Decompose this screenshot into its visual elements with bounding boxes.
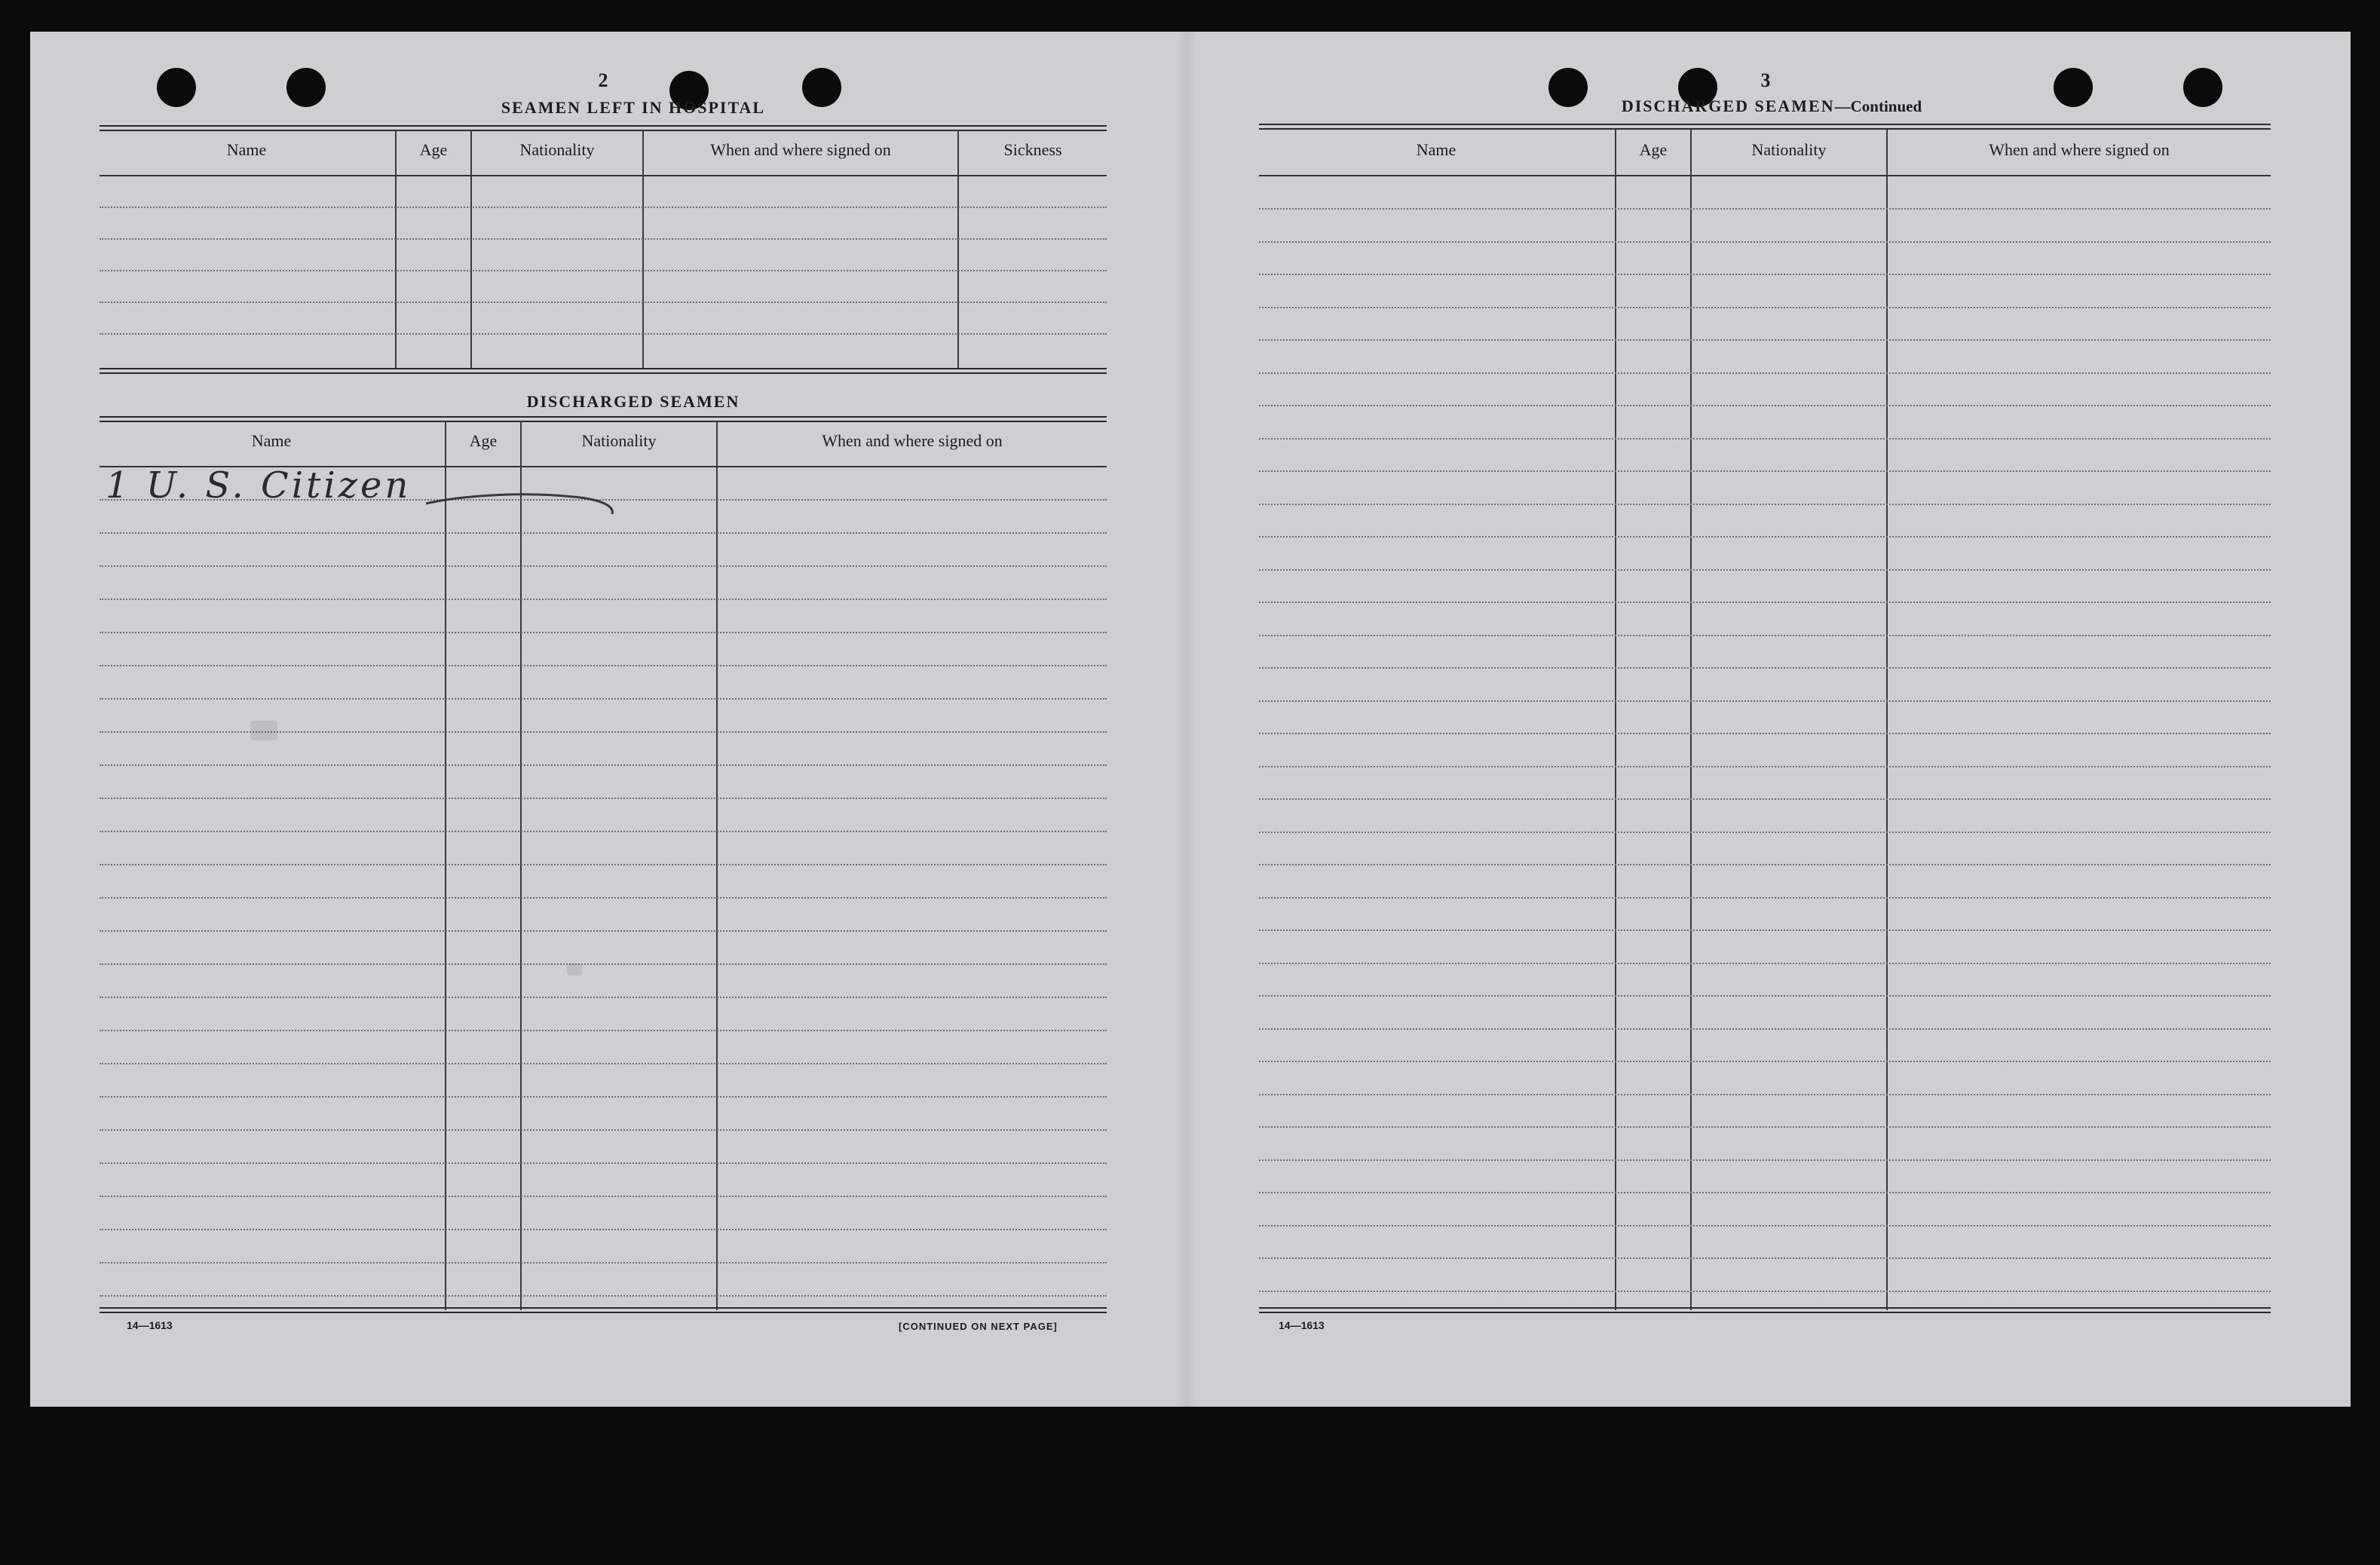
ruled-row-line: [100, 997, 1107, 998]
right-table-bottom-rule: [1259, 1307, 2271, 1313]
ruled-row-line: [100, 1063, 1107, 1064]
left-page-number: 2: [598, 69, 608, 91]
ruled-row-line: [1259, 274, 2271, 275]
right-col-age: Age: [1639, 140, 1668, 159]
ruled-row-line: [100, 270, 1107, 271]
ruled-row-line: [100, 665, 1107, 666]
ruled-row-line: [100, 698, 1107, 700]
ruled-row-line: [1259, 536, 2271, 537]
ruled-row-line: [1259, 438, 2271, 439]
right-page-number: 3: [1760, 69, 1771, 91]
ruled-row-line: [1259, 470, 2271, 472]
discharged-col-signed-on: When and where signed on: [822, 431, 1003, 450]
hospital-header-rule: [100, 175, 1107, 176]
right-form-number: 14—1613: [1279, 1319, 1325, 1331]
hospital-col-nationality: Nationality: [519, 140, 595, 159]
ruled-row-line: [1259, 307, 2271, 308]
ruled-row-line: [1259, 569, 2271, 571]
hospital-col-age: Age: [419, 140, 448, 159]
ruled-row-line: [100, 1262, 1107, 1263]
hospital-col-name: Name: [226, 140, 267, 159]
ruled-row-line: [100, 831, 1107, 832]
ruled-row-line: [100, 333, 1107, 335]
ruled-row-line: [100, 930, 1107, 932]
ruled-row-line: [1259, 1159, 2271, 1161]
continued-note: [CONTINUED ON NEXT PAGE]: [899, 1321, 1058, 1332]
ruled-row-line: [1259, 930, 2271, 931]
ruled-row-line: [100, 764, 1107, 766]
right-section-title-main: DISCHARGED SEAMEN: [1621, 96, 1835, 115]
ruled-row-line: [1259, 372, 2271, 374]
ruled-row-line: [100, 302, 1107, 303]
ruled-row-line: [1259, 405, 2271, 406]
ruled-row-line: [100, 897, 1107, 899]
ruled-row-line: [1259, 733, 2271, 734]
right-col-signed-on: When and where signed on: [1989, 140, 2170, 159]
right-section-title-suffix: —Continued: [1834, 97, 1922, 115]
ruled-row-line: [1259, 241, 2271, 243]
ruled-row-line: [1259, 339, 2271, 341]
ruled-row-line: [1259, 504, 2271, 505]
punch-hole: [2183, 68, 2222, 107]
ruled-row-line: [100, 565, 1107, 567]
punch-hole: [157, 68, 196, 107]
discharged-col-name: Name: [251, 431, 292, 450]
ruled-row-line: [1259, 832, 2271, 833]
ruled-row-line: [1259, 1257, 2271, 1259]
punch-hole: [286, 68, 326, 107]
ruled-row-line: [100, 1096, 1107, 1098]
ruled-row-line: [1259, 1225, 2271, 1227]
hospital-table-top-rule: [100, 125, 1107, 131]
ruled-row-line: [1259, 766, 2271, 767]
ruled-row-line: [100, 963, 1107, 965]
right-col-name: Name: [1416, 140, 1456, 159]
ruled-row-line: [1259, 1094, 2271, 1095]
handwritten-entry: 1 U. S. Citizen: [106, 464, 412, 507]
discharged-col-divider: [716, 421, 718, 1310]
ruled-row-line: [1259, 667, 2271, 669]
ruled-row-line: [1259, 635, 2271, 636]
ruled-row-line: [1259, 1291, 2271, 1292]
right-table-top-rule: [1259, 124, 2271, 130]
discharged-table-bottom-rule: [100, 1307, 1107, 1313]
ruled-row-line: [1259, 864, 2271, 865]
ruled-row-line: [1259, 602, 2271, 603]
ruled-row-line: [100, 632, 1107, 633]
ruled-row-line: [1259, 208, 2271, 210]
ruled-row-line: [1259, 798, 2271, 800]
ruled-row-line: [100, 864, 1107, 865]
discharged-col-divider: [445, 421, 446, 1310]
right-header-rule: [1259, 175, 2271, 176]
ruled-row-line: [1259, 1192, 2271, 1193]
right-section-title: [1508, 96, 2035, 116]
hospital-col-signed-on: When and where signed on: [710, 140, 891, 159]
hospital-table-bottom-rule: [100, 368, 1107, 374]
ruled-row-line: [100, 599, 1107, 600]
ruled-row-line: [100, 238, 1107, 240]
ruled-row-line: [100, 1129, 1107, 1131]
hospital-col-sickness: Sickness: [1003, 140, 1062, 159]
ruled-row-line: [100, 1030, 1107, 1031]
ruled-row-line: [1259, 995, 2271, 997]
ruled-row-line: [1259, 897, 2271, 899]
discharged-section-title: DISCHARGED SEAMEN: [526, 392, 740, 411]
discharged-col-divider: [520, 421, 522, 1310]
ruled-row-line: [100, 1229, 1107, 1230]
discharged-col-nationality: Nationality: [581, 431, 657, 450]
document-sheet: [30, 32, 2351, 1407]
ruled-row-line: [100, 1162, 1107, 1164]
ruled-row-line: [1259, 1028, 2271, 1030]
ruled-row-line: [100, 798, 1107, 799]
discharged-table-top-rule: [100, 416, 1107, 422]
ruled-row-line: [100, 207, 1107, 208]
faint-stamp-mark: [250, 721, 277, 740]
punch-hole: [2054, 68, 2093, 107]
handwritten-flourish: [422, 481, 633, 526]
discharged-col-age: Age: [469, 431, 498, 450]
left-form-number: 14—1613: [127, 1319, 173, 1331]
ruled-row-line: [1259, 700, 2271, 702]
ruled-row-line: [1259, 1061, 2271, 1062]
hospital-section-title: SEAMEN LEFT IN HOSPITAL: [501, 98, 766, 117]
ruled-row-line: [100, 1295, 1107, 1297]
ruled-row-line: [100, 1196, 1107, 1197]
right-col-nationality: Nationality: [1751, 140, 1827, 159]
ruled-row-line: [100, 532, 1107, 534]
ruled-row-line: [1259, 963, 2271, 964]
faint-stamp-mark: [567, 963, 582, 975]
ruled-row-line: [1259, 1126, 2271, 1128]
page-fold: [1176, 32, 1197, 1407]
